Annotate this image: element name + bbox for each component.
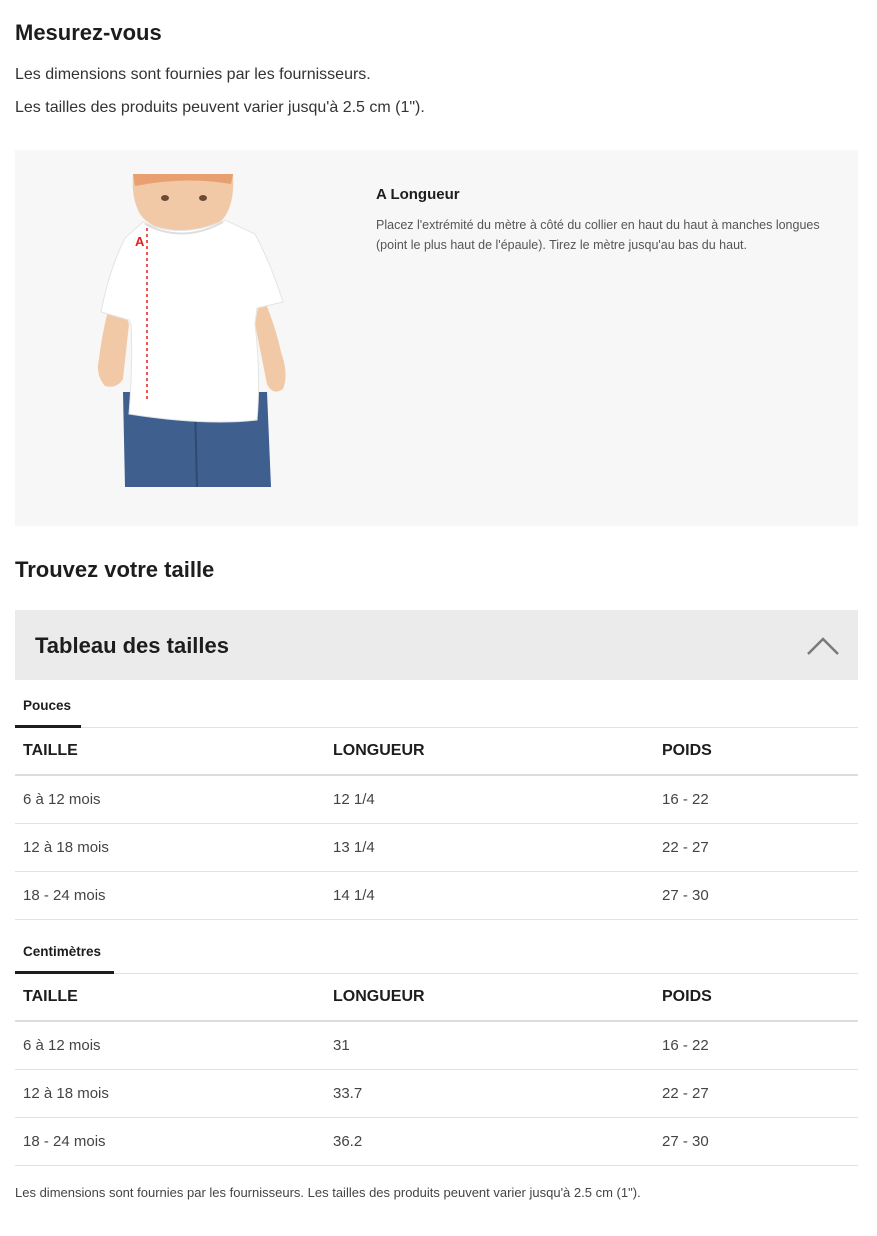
- measurement-title: A Longueur: [376, 186, 460, 203]
- intro-line-2: Les tailles des produits peuvent varier jusqu'à 2.5 cm (1").: [15, 99, 425, 116]
- cell-longueur: 14 1/4: [325, 872, 654, 920]
- find-size-title: Trouvez votre taille: [15, 557, 215, 582]
- cm-tabbar: [15, 926, 858, 974]
- size-chart-accordion-toggle[interactable]: [15, 610, 858, 680]
- measure-panel: [15, 150, 858, 526]
- cell-poids: 16 - 22: [654, 1021, 858, 1070]
- measurement-description: [376, 186, 822, 255]
- chevron-up-icon: [806, 636, 840, 656]
- cm-size-table: [15, 973, 858, 1166]
- cell-poids: 22 - 27: [654, 824, 858, 872]
- table-row: [15, 1021, 858, 1070]
- baby-tshirt-figure: [85, 174, 315, 487]
- header-longueur: LONGUEUR: [325, 727, 654, 775]
- tab-centimeters[interactable]: Centimètres: [15, 928, 114, 974]
- cell-poids: 27 - 30: [654, 872, 858, 920]
- cell-taille: 12 à 18 mois: [15, 824, 325, 872]
- inches-size-table: [15, 727, 858, 920]
- table-row: [15, 775, 858, 824]
- size-chart-title: Tableau des tailles: [35, 633, 230, 658]
- measure-title: Mesurez-vous: [15, 20, 162, 45]
- footnote: Les dimensions sont fournies par les fournisseurs. Les tailles des produits peuvent varier jusqu'à 2.5 cm (1").: [15, 1185, 641, 1200]
- cell-poids: 22 - 27: [654, 1070, 858, 1118]
- cell-longueur: 33.7: [325, 1070, 654, 1118]
- cell-taille: 6 à 12 mois: [15, 1021, 325, 1070]
- header-longueur: LONGUEUR: [325, 973, 654, 1021]
- header-poids: POIDS: [654, 973, 858, 1021]
- tab-inches[interactable]: Pouces: [15, 682, 81, 728]
- table-row: [15, 824, 858, 872]
- measurement-instructions: Placez l'extrémité du mètre à côté du collier en haut du haut à manches longues (point le plus haut de l'épaule). Tirez le mètre jusqu'au bas du haut.: [376, 218, 820, 252]
- inches-tabbar: [15, 680, 858, 728]
- measurement-marker-a: A: [135, 234, 145, 249]
- intro-line-1: Les dimensions sont fournies par les fournisseurs.: [15, 66, 371, 83]
- cell-longueur: 36.2: [325, 1118, 654, 1166]
- table-header-row: [15, 727, 858, 775]
- cell-longueur: 31: [325, 1021, 654, 1070]
- header-taille: TAILLE: [15, 973, 325, 1021]
- header-taille: TAILLE: [15, 727, 325, 775]
- cell-taille: 12 à 18 mois: [15, 1070, 325, 1118]
- cell-longueur: 13 1/4: [325, 824, 654, 872]
- cell-poids: 16 - 22: [654, 775, 858, 824]
- table-row: [15, 1070, 858, 1118]
- cell-taille: 6 à 12 mois: [15, 775, 325, 824]
- header-poids: POIDS: [654, 727, 858, 775]
- cell-taille: 18 - 24 mois: [15, 872, 325, 920]
- cell-taille: 18 - 24 mois: [15, 1118, 325, 1166]
- cell-longueur: 12 1/4: [325, 775, 654, 824]
- table-header-row: [15, 973, 858, 1021]
- table-row: [15, 1118, 858, 1166]
- cell-poids: 27 - 30: [654, 1118, 858, 1166]
- table-row: [15, 872, 858, 920]
